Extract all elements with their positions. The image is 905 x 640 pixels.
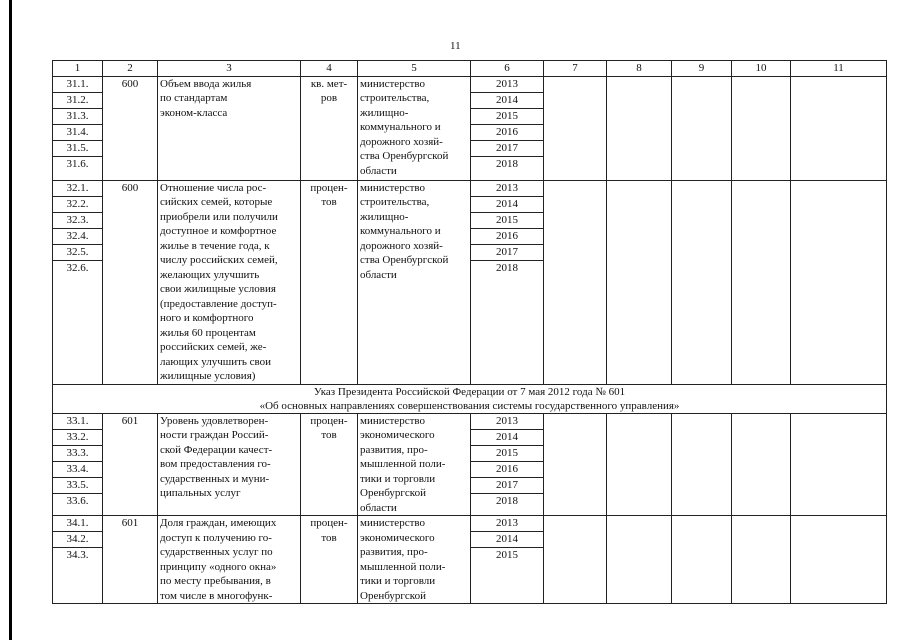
row-index: 33.2.: [53, 430, 102, 446]
year-value: 2016: [471, 125, 543, 141]
col-header: 11: [791, 61, 887, 77]
col-header: 6: [471, 61, 544, 77]
value-cell: [607, 76, 672, 180]
value-cell: [544, 413, 607, 516]
value-cell: [672, 516, 732, 604]
value-cell: [732, 76, 791, 180]
row-index: 32.1.: [53, 181, 102, 197]
col-header: 8: [607, 61, 672, 77]
row-index: 32.4.: [53, 229, 102, 245]
year-value: 2014: [471, 197, 543, 213]
responsible-cell: министерство строительства, жилищно- коммунального и дорожного хозяй- ства Оренбургской области: [358, 180, 471, 384]
year-value: 2013: [471, 77, 543, 93]
value-cell: [672, 76, 732, 180]
value-cell: [791, 76, 887, 180]
page-number: 11: [450, 40, 461, 52]
row-index: 32.6.: [66, 261, 89, 274]
year-value: 2013: [471, 181, 543, 197]
code-cell: 600: [103, 180, 158, 384]
index-cell: [53, 516, 103, 604]
value-cell: [672, 413, 732, 516]
row-index: 34.3.: [66, 549, 89, 561]
year-value: 2016: [471, 462, 543, 478]
value-cell: [672, 180, 732, 384]
row-index: 33.5.: [53, 478, 102, 494]
table-row: [53, 76, 887, 180]
value-cell: [544, 180, 607, 384]
value-cell: [791, 413, 887, 516]
row-index: 33.3.: [53, 446, 102, 462]
decree-subtitle: «Об основных направлениях совершенствования системы государственного управления»: [259, 399, 680, 412]
year-value: 2013: [471, 414, 543, 430]
row-index: 31.2.: [53, 93, 102, 109]
year-cell: [471, 76, 544, 180]
col-header: 7: [544, 61, 607, 77]
value-cell: [791, 516, 887, 604]
row-index: 33.4.: [53, 462, 102, 478]
year-cell: [471, 413, 544, 516]
col-header: 4: [301, 61, 358, 77]
row-index: 31.1.: [53, 77, 102, 93]
indicator-cell: Уровень удовлетворен- ности граждан Россий- ской Федерации качест- вом предоставления го- сударственных и муни- ципальных услуг: [158, 413, 301, 516]
year-value: 2015: [471, 109, 543, 125]
indicator-cell: Доля граждан, имеющих доступ к получению го- сударственных услуг по принципу «одного окна» по месту пребывания, в том числе в многофунк-: [158, 516, 301, 604]
indicators-table: [52, 60, 887, 604]
row-index: 31.5.: [53, 141, 102, 157]
year-value: 2015: [496, 549, 518, 561]
row-index: 31.6.: [66, 157, 89, 170]
table-row: [53, 516, 887, 604]
value-cell: [791, 180, 887, 384]
row-index: 34.1.: [53, 516, 102, 532]
header-row: [53, 61, 887, 77]
value-cell: [607, 180, 672, 384]
year-value: 2013: [471, 516, 543, 532]
index-cell: [53, 413, 103, 516]
row-index: 32.3.: [53, 213, 102, 229]
decree-cell: [53, 384, 887, 413]
year-value: 2015: [471, 213, 543, 229]
year-cell: [471, 180, 544, 384]
indicator-cell: Отношение числа рос- сийских семей, которые приобрели или получили доступное и комфортное жилье в течение года, к числу российских семей, желающих улучшить свои жилищные условия (предоставление доступ- ного и комфортного жилья 60 процентам российских семей, же- лающих улучшить свои жилищные условия): [158, 180, 301, 384]
table-row: [53, 180, 887, 384]
value-cell: [544, 76, 607, 180]
responsible-cell: министерство строительства, жилищно- коммунального и дорожного хозяй- ства Оренбургской области: [358, 76, 471, 180]
year-value: 2014: [471, 532, 543, 548]
index-cell: [53, 180, 103, 384]
row-index: 34.2.: [53, 532, 102, 548]
col-header: 5: [358, 61, 471, 77]
col-header: 1: [53, 61, 103, 77]
col-header: 3: [158, 61, 301, 77]
unit-cell: процен- тов: [301, 180, 358, 384]
row-index: 32.2.: [53, 197, 102, 213]
value-cell: [607, 413, 672, 516]
unit-cell: процен- тов: [301, 516, 358, 604]
unit-cell: процен- тов: [301, 413, 358, 516]
indicator-cell: Объем ввода жилья по стандартам эконом-класса: [158, 76, 301, 180]
year-value: 2017: [471, 245, 543, 261]
binding-margin-line: [9, 0, 12, 640]
code-cell: 601: [103, 413, 158, 516]
row-index: 33.1.: [53, 414, 102, 430]
year-value: 2015: [471, 446, 543, 462]
code-cell: 600: [103, 76, 158, 180]
table-row: [53, 413, 887, 516]
row-index: 33.6.: [66, 494, 89, 507]
year-value: 2016: [471, 229, 543, 245]
year-value: 2018: [496, 157, 518, 170]
row-index: 31.3.: [53, 109, 102, 125]
responsible-cell: министерство экономического развития, про- мышленной поли- тики и торговли Оренбургской области: [358, 413, 471, 516]
value-cell: [732, 413, 791, 516]
code-cell: 601: [103, 516, 158, 604]
col-header: 2: [103, 61, 158, 77]
year-value: 2014: [471, 430, 543, 446]
value-cell: [732, 516, 791, 604]
year-value: 2018: [496, 494, 518, 507]
row-index: 31.4.: [53, 125, 102, 141]
responsible-cell: министерство экономического развития, про- мышленной поли- тики и торговли Оренбургской: [358, 516, 471, 604]
year-value: 2018: [496, 261, 518, 274]
index-cell: [53, 76, 103, 180]
col-header: 9: [672, 61, 732, 77]
value-cell: [544, 516, 607, 604]
year-value: 2014: [471, 93, 543, 109]
unit-cell: кв. мет- ров: [301, 76, 358, 180]
col-header: 10: [732, 61, 791, 77]
year-cell: [471, 516, 544, 604]
decree-row: [53, 384, 887, 413]
year-value: 2017: [471, 478, 543, 494]
value-cell: [732, 180, 791, 384]
decree-title: Указ Президента Российской Федерации от 7 мая 2012 года № 601: [313, 385, 626, 398]
value-cell: [607, 516, 672, 604]
year-value: 2017: [471, 141, 543, 157]
row-index: 32.5.: [53, 245, 102, 261]
